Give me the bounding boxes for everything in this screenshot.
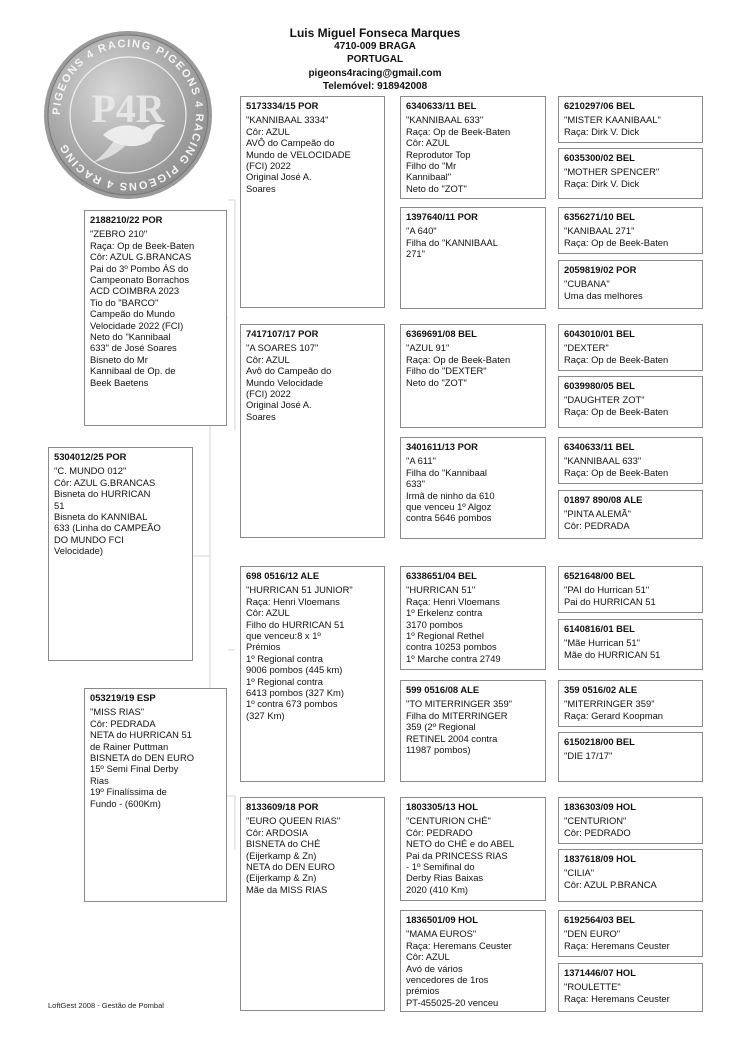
- pedigree-detail-line: Côr: AZUL G.BRANCAS: [90, 251, 192, 263]
- pedigree-detail-line: RETINEL 2004 contra: [406, 732, 498, 744]
- ring-number: 2188210/22 POR: [90, 214, 163, 225]
- pedigree-detail-line: contra 5646 pombos: [406, 512, 492, 524]
- pedigree-detail-line: Bisneta do HURRICAN: [54, 488, 151, 500]
- pedigree-detail-line: Mundo de VELOCIDADE: [246, 148, 351, 160]
- ring-number: 3401611/13 POR: [406, 441, 478, 452]
- pedigree-box: [558, 260, 703, 309]
- pedigree-box: [400, 910, 546, 1012]
- pedigree-detail-line: 633": [406, 478, 425, 490]
- pedigree-box: [558, 963, 703, 1012]
- pedigree-box: [558, 566, 703, 613]
- svg-text:P4R: P4R: [91, 86, 165, 131]
- pedigree-detail-line: Mãe da MISS RIAS: [246, 883, 328, 895]
- header: [250, 26, 500, 93]
- pedigree-detail-line: 1º Erkelenz contra: [406, 607, 483, 619]
- pedigree-box: [558, 797, 703, 844]
- pedigree-detail-line: Avó de vários: [406, 962, 463, 974]
- pedigree-detail-line: "DEXTER": [564, 342, 609, 354]
- pedigree-detail-line: AVÔ do Campeão do: [246, 137, 335, 149]
- pedigree-detail-line: Pai do 3º Pombo ÁS do: [90, 262, 189, 274]
- pigeons4racing-logo-icon: [43, 30, 213, 200]
- pedigree-detail-line: que venceu:8 x 1º: [246, 630, 321, 642]
- pedigree-detail-line: "A SOARES 107": [246, 342, 319, 354]
- pedigree-detail-line: BISNETA do CHÉ: [246, 838, 321, 850]
- pedigree-detail-line: Neto do "ZOT": [406, 182, 467, 194]
- pedigree-box: [558, 619, 703, 670]
- pedigree-box: [400, 207, 546, 309]
- pedigree-detail-line: que venceu 1º Algoz: [406, 501, 492, 513]
- pedigree-detail-line: Raça: Op de Beek-Baten: [90, 239, 195, 251]
- pedigree-detail-line: Côr: AZUL: [246, 353, 290, 365]
- ring-number: 7417107/17 POR: [246, 328, 319, 339]
- pedigree-detail-line: 633" de José Soares: [90, 342, 177, 354]
- pedigree-box: [400, 566, 546, 670]
- pedigree-box: [240, 96, 385, 308]
- pedigree-detail-line: Prémios: [246, 641, 281, 653]
- pedigree-detail-line: "PINTA ALEMÃ": [564, 508, 631, 520]
- ring-number: 6369691/08 BEL: [406, 328, 477, 339]
- pedigree-detail-line: Mundo Velocidade: [246, 376, 324, 388]
- pedigree-box: [400, 437, 546, 539]
- ring-number: 6150218/00 BEL: [564, 736, 635, 747]
- pedigree-detail-line: Campeonato Borrachos: [90, 274, 190, 286]
- ring-number: 6210297/06 BEL: [564, 100, 635, 111]
- pedigree-detail-line: "A 611": [406, 455, 436, 467]
- ring-number: 1836501/09 HOL: [406, 914, 478, 925]
- pedigree-detail-line: "KANNIBAAL 3334": [246, 114, 329, 126]
- ring-number: 1803305/13 HOL: [406, 801, 478, 812]
- pedigree-detail-line: Raça: Dirk V. Dick: [564, 125, 640, 137]
- ring-number: 053219/19 ESP: [90, 692, 156, 703]
- pedigree-detail-line: Raça: Henri Vloemans: [246, 595, 340, 607]
- pedigree-detail-line: Fundo - (600Km): [90, 797, 161, 809]
- pedigree-box: [558, 910, 703, 957]
- pedigree-box: [84, 210, 227, 426]
- pedigree-detail-line: Raça: Op de Beek-Baten: [564, 405, 669, 417]
- ring-number: 1371446/07 HOL: [564, 967, 636, 978]
- ring-number: 1836303/09 HOL: [564, 801, 636, 812]
- pedigree-detail-line: Côr: AZUL: [406, 951, 450, 963]
- pedigree-detail-line: Raça: Op de Beek-Baten: [406, 125, 511, 137]
- pedigree-box: [48, 447, 193, 661]
- pedigree-detail-line: contra 10253 pombos: [406, 641, 497, 653]
- owner-phone: Telemóvel: 918942008: [322, 80, 428, 92]
- pedigree-detail-line: 15º Semi Final Derby: [90, 763, 179, 775]
- pedigree-detail-line: PT-455025-20 venceu: [406, 996, 499, 1008]
- pedigree-box: [558, 490, 703, 539]
- pedigree-detail-line: "ZEBRO 210": [90, 228, 148, 240]
- pedigree-detail-line: "MISS RIAS": [90, 706, 145, 718]
- pedigree-detail-line: Soares: [246, 182, 276, 194]
- pedigree-detail-line: Neto do "Kannibaal: [90, 331, 171, 343]
- ring-number: 1397640/11 POR: [406, 211, 478, 222]
- pedigree-detail-line: "C. MUNDO 012": [54, 465, 127, 477]
- pedigree-detail-line: Avô do Campeão do: [246, 365, 332, 377]
- pedigree-detail-line: Côr: AZUL P.BRANCA: [564, 878, 657, 890]
- owner-name: Luis Miguel Fonseca Marques: [289, 26, 461, 40]
- pedigree-detail-line: Bisneto do Mr: [90, 353, 148, 365]
- pedigree-detail-line: (FCI) 2022: [246, 388, 291, 400]
- pedigree-detail-line: Derby Rias Baixas: [406, 872, 484, 884]
- pedigree-detail-line: (FCI) 2022: [246, 160, 291, 172]
- pedigree-detail-line: Raça: Heremans Ceuster: [564, 939, 670, 951]
- pedigree-detail-line: ACD COIMBRA 2023: [90, 285, 180, 297]
- owner-address: 4710-009 BRAGA: [334, 41, 416, 52]
- ring-number: 6356271/10 BEL: [564, 211, 635, 222]
- pedigree-detail-line: NETO do CHÉ e do ABEL: [406, 838, 515, 850]
- pedigree-detail-line: Soares: [246, 410, 276, 422]
- pedigree-detail-line: 51: [54, 499, 65, 511]
- pedigree-detail-line: "CUBANA": [564, 278, 610, 290]
- pedigree-box: [240, 797, 385, 1011]
- pedigree-detail-line: Raça: Heremans Ceuster: [564, 992, 670, 1004]
- pedigree-box: [84, 688, 227, 902]
- pedigree-detail-line: de Rainer Puttman: [90, 740, 169, 752]
- pedigree-detail-line: Côr: ARDOSIA: [246, 826, 308, 838]
- pedigree-detail-line: "TO MITERRINGER 359": [406, 698, 512, 710]
- pedigree-detail-line: Pai da PRINCESS RIAS: [406, 849, 508, 861]
- pedigree-detail-line: "MAMA EUROS": [406, 928, 477, 940]
- pedigree-detail-line: 11987 pombos): [406, 744, 471, 756]
- pedigree-detail-line: NETA do DEN EURO: [246, 861, 335, 873]
- pedigree-detail-line: Filho do HURRICAN 51: [246, 618, 345, 630]
- pedigree-detail-line: NETA do HURRICAN 51: [90, 729, 192, 741]
- pedigree-detail-line: "PAI do Hurrican 51": [564, 584, 650, 596]
- pedigree-detail-line: Campeão do Mundo: [90, 308, 175, 320]
- ring-number: 8133609/18 POR: [246, 801, 319, 812]
- ring-number: 6035300/02 BEL: [564, 152, 635, 163]
- pedigree-detail-line: Raça: Dirk V. Dick: [564, 177, 640, 189]
- pedigree-detail-line: 2020 (410 Km): [406, 883, 469, 895]
- pedigree-detail-line: "KANNIBAAL 633": [406, 114, 484, 126]
- pedigree-box: [558, 148, 703, 199]
- pedigree-detail-line: 1º contra 673 pombos: [246, 698, 338, 710]
- pedigree-box: [558, 849, 703, 902]
- pedigree-detail-line: Reprodutor Top: [406, 148, 471, 160]
- ring-number: 2059819/02 POR: [564, 264, 637, 275]
- pedigree-detail-line: Neto do "ZOT": [406, 376, 467, 388]
- pedigree-detail-line: Filho do "DEXTER": [406, 365, 487, 377]
- ring-number: 6340633/11 BEL: [406, 100, 477, 111]
- ring-number: 5173334/15 POR: [246, 100, 319, 111]
- pedigree-box: [558, 207, 703, 254]
- ring-number: 698 0516/12 ALE: [246, 570, 320, 581]
- pedigree-detail-line: Côr: PEDRADA: [90, 717, 156, 729]
- pedigree-detail-line: vencedores de 1ros: [406, 974, 489, 986]
- pedigree-detail-line: "DEN EURO": [564, 928, 621, 940]
- pedigree-detail-line: 633 (Linha do CAMPEÃO: [54, 522, 161, 534]
- pedigree-detail-line: Original José A.: [246, 399, 312, 411]
- pedigree-detail-line: "A 640": [406, 225, 437, 237]
- pedigree-detail-line: "CENTURION": [564, 815, 627, 827]
- pedigree-detail-line: Raça: Op de Beek-Baten: [564, 466, 669, 478]
- pedigree-detail-line: 1º Regional contra: [246, 675, 323, 687]
- pedigree-detail-line: - 1º Semifinal do: [406, 861, 475, 873]
- pedigree-detail-line: Côr: PEDRADO: [564, 826, 631, 838]
- pedigree-box: [558, 376, 703, 428]
- ring-number: 6192564/03 BEL: [564, 914, 635, 925]
- pedigree-box: [240, 324, 385, 538]
- pedigree-detail-line: Côr: AZUL: [406, 137, 450, 149]
- pedigree-detail-line: 1º Regional Rethel: [406, 630, 484, 642]
- ring-number: 01897 890/08 ALE: [564, 494, 643, 505]
- pedigree-detail-line: 271": [406, 248, 425, 260]
- ring-number: 6140816/01 BEL: [564, 623, 635, 634]
- pedigree-detail-line: Uma das melhores: [564, 289, 643, 301]
- pedigree-detail-line: "EURO QUEEN RIAS": [246, 815, 341, 827]
- pedigree-detail-line: 1º Marche contra 2749: [406, 652, 501, 664]
- pedigree-detail-line: DO MUNDO FCI: [54, 533, 124, 545]
- pedigree-box: [558, 437, 703, 484]
- pedigree-detail-line: (327 Km): [246, 709, 285, 721]
- pedigree-detail-line: 19º Finalíssima de: [90, 786, 167, 798]
- pedigree-detail-line: 359 (2º Regional: [406, 721, 476, 733]
- pedigree-box: [558, 732, 703, 782]
- pedigree-detail-line: Côr: AZUL G.BRANCAS: [54, 476, 156, 488]
- owner-email: pigeons4racing@gmail.com: [308, 67, 442, 79]
- pedigree-detail-line: "DAUGHTER ZOT": [564, 394, 645, 406]
- pedigree-detail-line: "KANIBAAL 271": [564, 225, 635, 237]
- pedigree-detail-line: 6413 pombos (327 Km): [246, 687, 344, 699]
- pedigree-detail-line: Pai do HURRICAN 51: [564, 595, 656, 607]
- pedigree-detail-line: "DIE 17/17": [564, 750, 613, 762]
- pedigree-box: [400, 324, 546, 428]
- ring-number: 6340633/11 BEL: [564, 441, 635, 452]
- pedigree-detail-line: Filha do "Kannibaal: [406, 466, 487, 478]
- pedigree-detail-line: Original José A.: [246, 171, 312, 183]
- pedigree-detail-line: Kannibaal": [406, 171, 452, 183]
- pedigree-detail-line: "HURRICAN 51": [406, 584, 476, 596]
- pedigree-detail-line: "MISTER KAANIBAAL": [564, 114, 661, 126]
- pedigree-detail-line: (Eijerkamp & Zn): [246, 849, 317, 861]
- pedigree-detail-line: Raça: Gerard Koopman: [564, 709, 664, 721]
- pedigree-detail-line: "CENTURION CHÉ": [406, 815, 491, 827]
- pedigree-detail-line: Kannibaal de Op. de: [90, 365, 176, 377]
- pedigree-detail-line: Bisneta do KANNIBAL: [54, 511, 148, 523]
- pedigree-detail-line: "MITERRINGER 359": [564, 698, 655, 710]
- pedigree-box: [558, 96, 703, 143]
- pedigree-detail-line: "HURRICAN 51 JUNIOR": [246, 584, 353, 596]
- pedigree-detail-line: Beek Baetens: [90, 376, 149, 388]
- pedigree-detail-line: Raça: Op de Beek-Baten: [564, 236, 669, 248]
- footer-credit: LoftGest 2008 - Gestão de Pombal: [48, 1001, 164, 1010]
- pedigree-box: [240, 566, 385, 782]
- pedigree-detail-line: BISNETA do DEN EURO: [90, 752, 195, 764]
- pedigree-detail-line: Côr: PEDRADA: [564, 519, 630, 531]
- pedigree-detail-line: Côr: AZUL: [246, 607, 290, 619]
- pedigree-detail-line: "AZUL 91": [406, 342, 450, 354]
- pedigree-detail-line: 1º Regional contra: [246, 652, 323, 664]
- pedigree-detail-line: Filha do MITERRINGER: [406, 709, 508, 721]
- pedigree-detail-line: "CILIA": [564, 867, 595, 879]
- pedigree-detail-line: "MOTHER SPENCER": [564, 166, 660, 178]
- pedigree-detail-line: "Mãe Hurrican 51": [564, 637, 640, 649]
- pedigree-box: [558, 324, 703, 371]
- pedigree-detail-line: Mãe do HURRICAN 51: [564, 648, 661, 660]
- pedigree-detail-line: (Eijerkamp & Zn): [246, 872, 317, 884]
- ring-number: 1837618/09 HOL: [564, 853, 636, 864]
- ring-number: 6043010/01 BEL: [564, 328, 635, 339]
- pedigree-detail-line: prémios: [406, 985, 440, 997]
- pedigree-box: [400, 680, 546, 782]
- pedigree-detail-line: Côr: AZUL: [246, 125, 290, 137]
- pedigree-detail-line: 9006 pombos (445 km): [246, 664, 343, 676]
- pedigree-detail-line: Filha do "KANNIBAAL: [406, 236, 498, 248]
- ring-number: 6521648/00 BEL: [564, 570, 635, 581]
- pedigree-detail-line: Velocidade 2022 (FCI): [90, 319, 184, 331]
- ring-number: 6039980/05 BEL: [564, 380, 635, 391]
- pedigree-detail-line: Côr: PEDRADO: [406, 826, 473, 838]
- ring-number: 6338651/04 BEL: [406, 570, 477, 581]
- pedigree-detail-line: Irmã de ninho da 610: [406, 489, 495, 501]
- pedigree-detail-line: "KANNIBAAL 633": [564, 455, 642, 467]
- svg-text:PIGEONS 4 RACING PIGEONS 4 RAC: PIGEONS 4 RACING PIGEONS 4 RACING PIGEONS 4 RACING: [50, 37, 206, 193]
- pedigree-detail-line: Raça: Henri Vloemans: [406, 595, 500, 607]
- pedigree-detail-line: Raça: Op de Beek-Baten: [564, 353, 669, 365]
- ring-number: 359 0516/02 ALE: [564, 684, 638, 695]
- ring-number: 599 0516/08 ALE: [406, 684, 480, 695]
- pedigree-detail-line: "ROULETTE": [564, 981, 621, 993]
- pedigree-box: [400, 96, 546, 199]
- pedigree-detail-line: Filho do "Mr: [406, 160, 457, 172]
- pedigree-detail-line: Tio do "BARCO": [90, 296, 159, 308]
- pedigree-detail-line: Rias: [90, 774, 109, 786]
- pedigree-detail-line: 3170 pombos: [406, 618, 463, 630]
- pedigree-detail-line: Velocidade): [54, 545, 103, 557]
- owner-country: PORTUGAL: [346, 54, 404, 66]
- pedigree-detail-line: Raça: Heremans Ceuster: [406, 939, 512, 951]
- pedigree-box: [400, 797, 546, 901]
- pedigree-box: [558, 680, 703, 727]
- pedigree-detail-line: Raça: Op de Beek-Baten: [406, 353, 511, 365]
- ring-number: 5304012/25 POR: [54, 451, 127, 462]
